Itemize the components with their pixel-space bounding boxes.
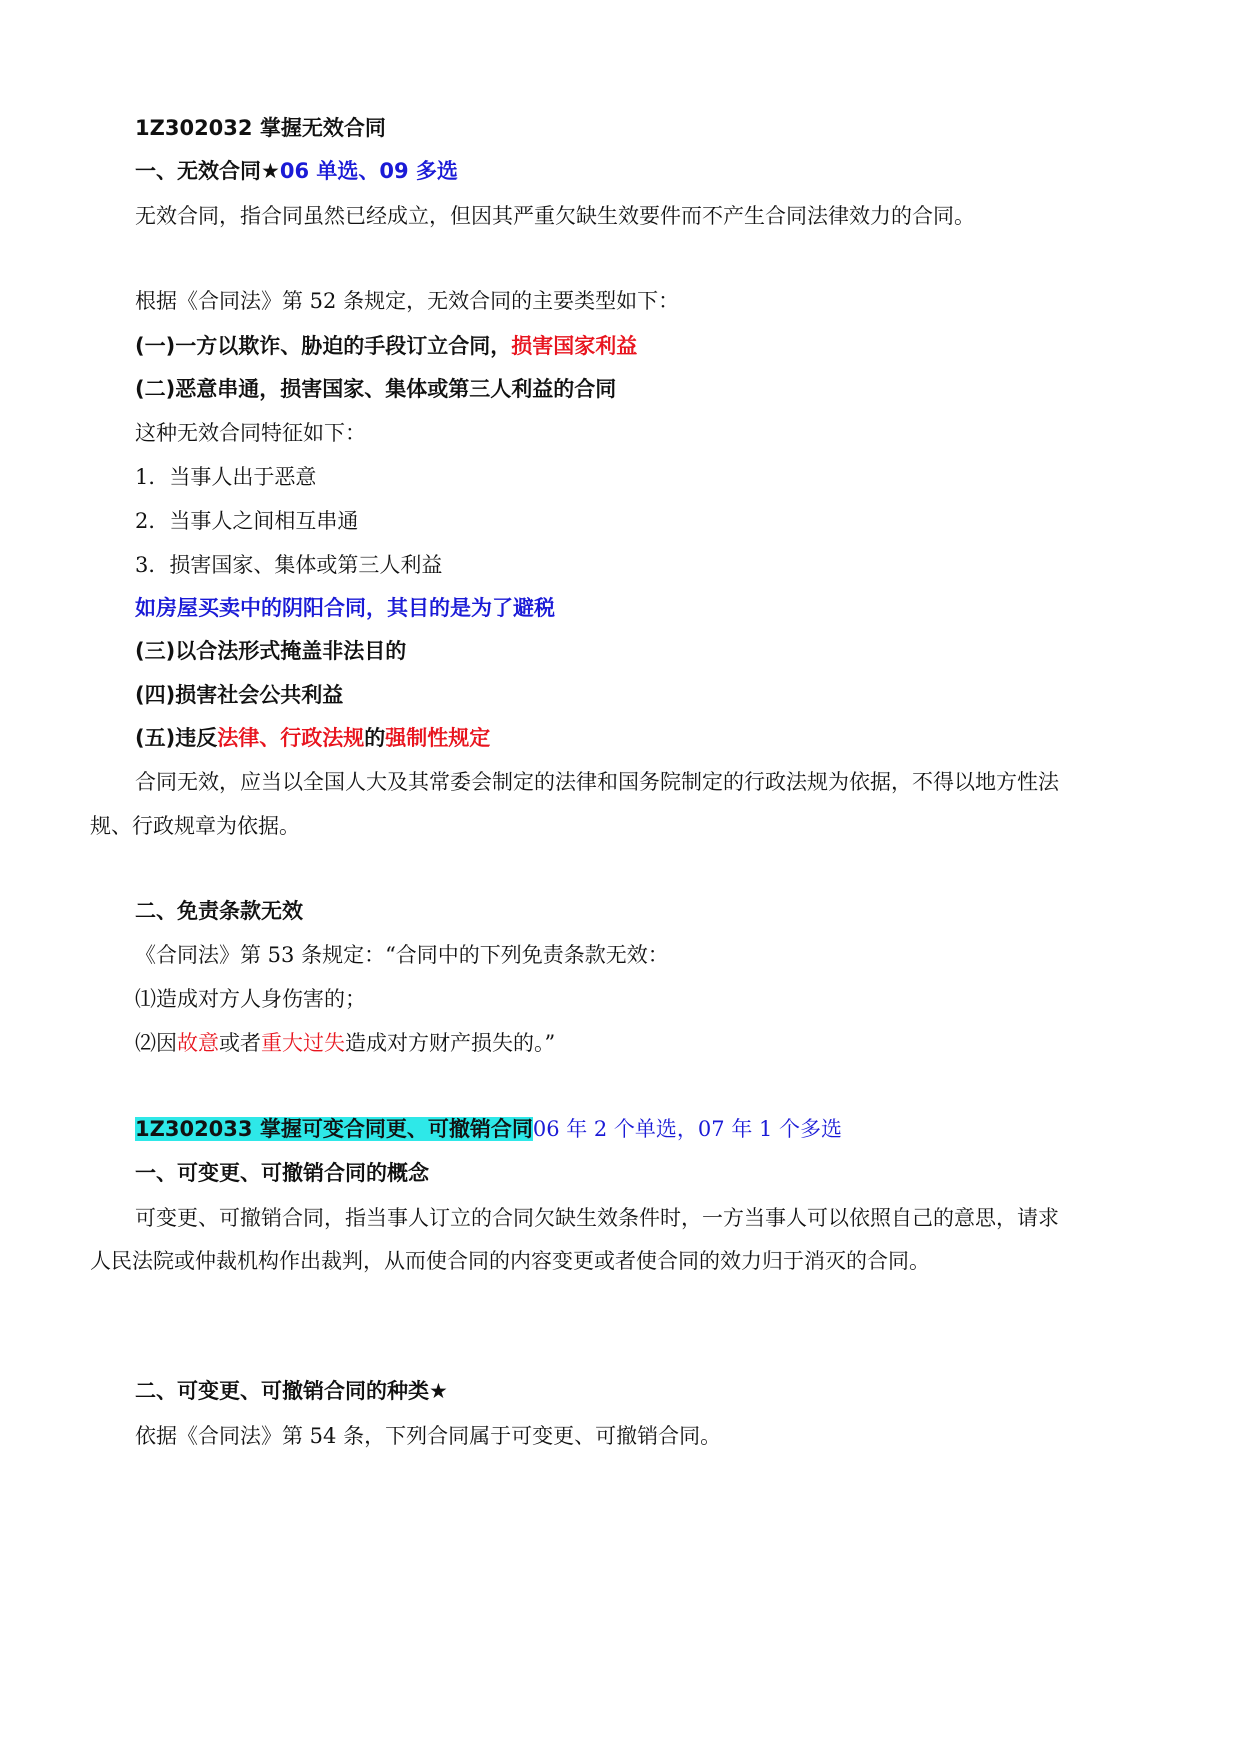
exam-note: 06 单选、09 多选 xyxy=(279,159,458,183)
basis-paragraph-line-1: 合同无效，应当以全国人大及其常委会制定的法律和国务院制定的行政法规为依据，不得以地方性法 xyxy=(135,770,1059,794)
law-53-intro: 《合同法》第 53 条规定：“合同中的下列免责条款无效： xyxy=(135,943,669,967)
section-heading-exemption: 二、免责条款无效 xyxy=(135,899,303,923)
type-1-emphasis: 损害国家利益 xyxy=(511,334,638,358)
law-52-intro: 根据《合同法》第 52 条规定，无效合同的主要类型如下： xyxy=(135,289,680,313)
subheading-concept: 一、可变更、可撤销合同的概念 xyxy=(135,1161,429,1185)
exemption-clause-2 xyxy=(135,1028,555,1058)
type-1-text: (一)一方以欺诈、胁迫的手段订立合同， xyxy=(135,334,512,358)
type-5 xyxy=(135,723,490,753)
type-5-emphasis-mandatory: 强制性规定 xyxy=(385,726,491,750)
example-note: 如房屋买卖中的阴阳合同，其目的是为了避税 xyxy=(135,596,555,620)
subheading-invalid-contract xyxy=(135,156,458,186)
clause-emphasis-negligence: 重大过失 xyxy=(261,1031,345,1055)
definition-paragraph: 无效合同，指合同虽然已经成立，但因其严重欠缺生效要件而不产生合同法律效力的合同。 xyxy=(135,204,975,228)
concept-paragraph-line-2: 人民法院或仲裁机构作出裁判，从而使合同的内容变更或者使合同的效力归于消灭的合同。 xyxy=(90,1249,930,1273)
clause-text: ⑵因 xyxy=(135,1031,177,1055)
law-54-intro: 依据《合同法》第 54 条，下列合同属于可变更、可撤销合同。 xyxy=(135,1424,722,1448)
section-heading-1z302033 xyxy=(135,1114,842,1144)
type-5-emphasis-law: 法律、行政法规 xyxy=(217,726,365,750)
subheading-label: 一、无效合同★ xyxy=(135,159,280,183)
type-4: (四)损害社会公共利益 xyxy=(135,683,344,707)
feature-item: 1．当事人出于恶意 xyxy=(135,465,317,489)
clause-text: 或者 xyxy=(219,1031,261,1055)
feature-item: 2．当事人之间相互串通 xyxy=(135,509,359,533)
clause-emphasis-intent: 故意 xyxy=(177,1031,219,1055)
exemption-clause-1: ⑴造成对方人身伤害的； xyxy=(135,987,366,1011)
features-intro: 这种无效合同特征如下： xyxy=(135,421,366,445)
basis-paragraph-line-2: 规、行政规章为依据。 xyxy=(90,814,300,838)
subheading-types: 二、可变更、可撤销合同的种类★ xyxy=(135,1379,448,1403)
type-5-text: (五)违反 xyxy=(135,726,218,750)
type-1 xyxy=(135,331,637,361)
feature-item: 3．损害国家、集体或第三人利益 xyxy=(135,553,443,577)
highlighted-heading: 1Z302033 掌握可变合同更、可撤销合同 xyxy=(135,1117,533,1141)
concept-paragraph-line-1: 可变更、可撤销合同，指当事人订立的合同欠缺生效条件时，一方当事人可以依照自己的意思，请求 xyxy=(135,1206,1059,1230)
section-heading-1z302032: 1Z302032 掌握无效合同 xyxy=(135,116,386,140)
exam-note: 06 年 2 个单选，07 年 1 个多选 xyxy=(532,1117,843,1141)
clause-text: 造成对方财产损失的。” xyxy=(345,1031,556,1055)
type-5-text: 的 xyxy=(364,726,386,750)
type-2: (二)恶意串通，损害国家、集体或第三人利益的合同 xyxy=(135,377,617,401)
type-3: (三)以合法形式掩盖非法目的 xyxy=(135,639,407,663)
